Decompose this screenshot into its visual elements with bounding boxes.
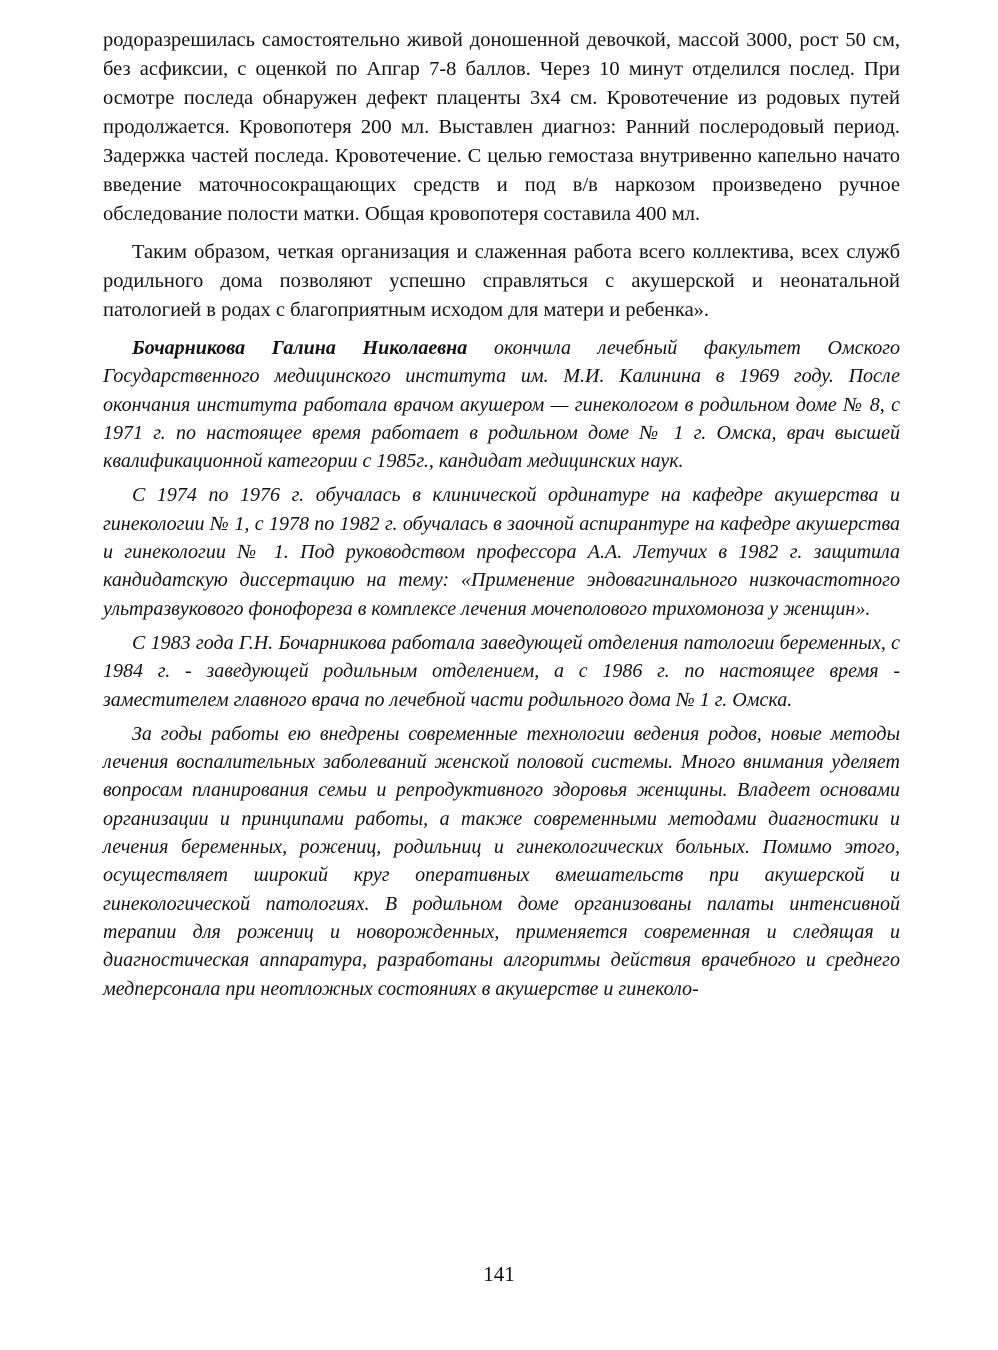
person-name: Бочарникова Галина Николаевна [132,337,468,359]
paragraph-education: С 1974 по 1976 г. обучалась в клинической ординатуре на кафедре акушерства и гинекологии № 1, с 1978 по 1982 г. обучалась в заочной аспирантуре на кафедре акушерства и гинекологии № 1. Под руководством профессора А.А. Летучих в 1982 г. защитила кандидатскую диссертацию на тему: «Применение эндовагинального низкочастотного ультразвукового фонофореза в комплексе лечения мочеполового трихомоноза у женщин». [103,484,900,620]
page-number: 141 [483,1262,515,1286]
paragraph-conclusion: Таким образом, четкая организация и слаженная работа всего коллектива, всех служб родильного дома позволяют успешно справляться с акушерской и неонатальной патологией в родах с благоприятным исходом для матери и ребенка». [103,241,900,321]
paragraph-case-report: родоразрешилась самостоятельно живой доношенной девочкой, массой 3000, рост 50 см, без асфиксии, с оценкой по Апгар 7-8 баллов. Через 10 минут отделился послед. При осмотре последа обнаружен дефект плаценты 3х4 см. Кровотечение из родовых путей продолжается. Кровопотеря 200 мл. Выставлен диагноз: Ранний послеродовый период. Задержка частей последа. Кровотечение. С целью гемостаза внутривенно капельно начато введение маточносокращающих средств и под в/в наркозом произведено ручное обследование полости матки. Общая кровопотеря составила 400 мл. [103,29,900,225]
book-page [103,26,900,1336]
paragraph-achievements: За годы работы ею внедрены современные технологии ведения родов, новые методы лечения воспалительных заболеваний женской половой системы. Много внимания уделяет вопросам планирования семьи и репродуктивного здоровья женщины. Владеет основами организации и принципами работы, а также современными методами диагностики и лечения беременных, рожениц, родильниц и гинекологических больных. Помимо этого, осуществляет широкий круг оперативных вмешательств при акушерской и гинекологической патологиях. В родильном доме организованы палаты интенсивной терапии для рожениц и новорожденных, применяется современная и следящая и диагностическая аппаратура, разработаны алгоритмы действия врачебного и среднего медперсонала при неотложных состояниях в акушерстве и гинеколо- [103,722,900,1000]
biography-intro-text: окончила лечебный факультет Омского Государственного медицинского института им. М.И. Калинина в 1969 году. После окончания института работала врачом акушером — гинекологом в родильном доме № 8, с 1971 г. по настоящее время работает в родильном доме № 1 г. Омска, врач высшей квалификационной категории с 1985г., кандидат медицинских наук. [103,337,900,473]
paragraph-career: С 1983 года Г.Н. Бочарникова работала заведующей отделения патологии беременных, с 1984 г. - заведующей родильным отделением, а с 1986 г. по настоящее время - заместителем главного врача по лечебной части родильного дома № 1 г. Омска. [103,631,900,711]
paragraph-biography-intro [103,334,900,475]
